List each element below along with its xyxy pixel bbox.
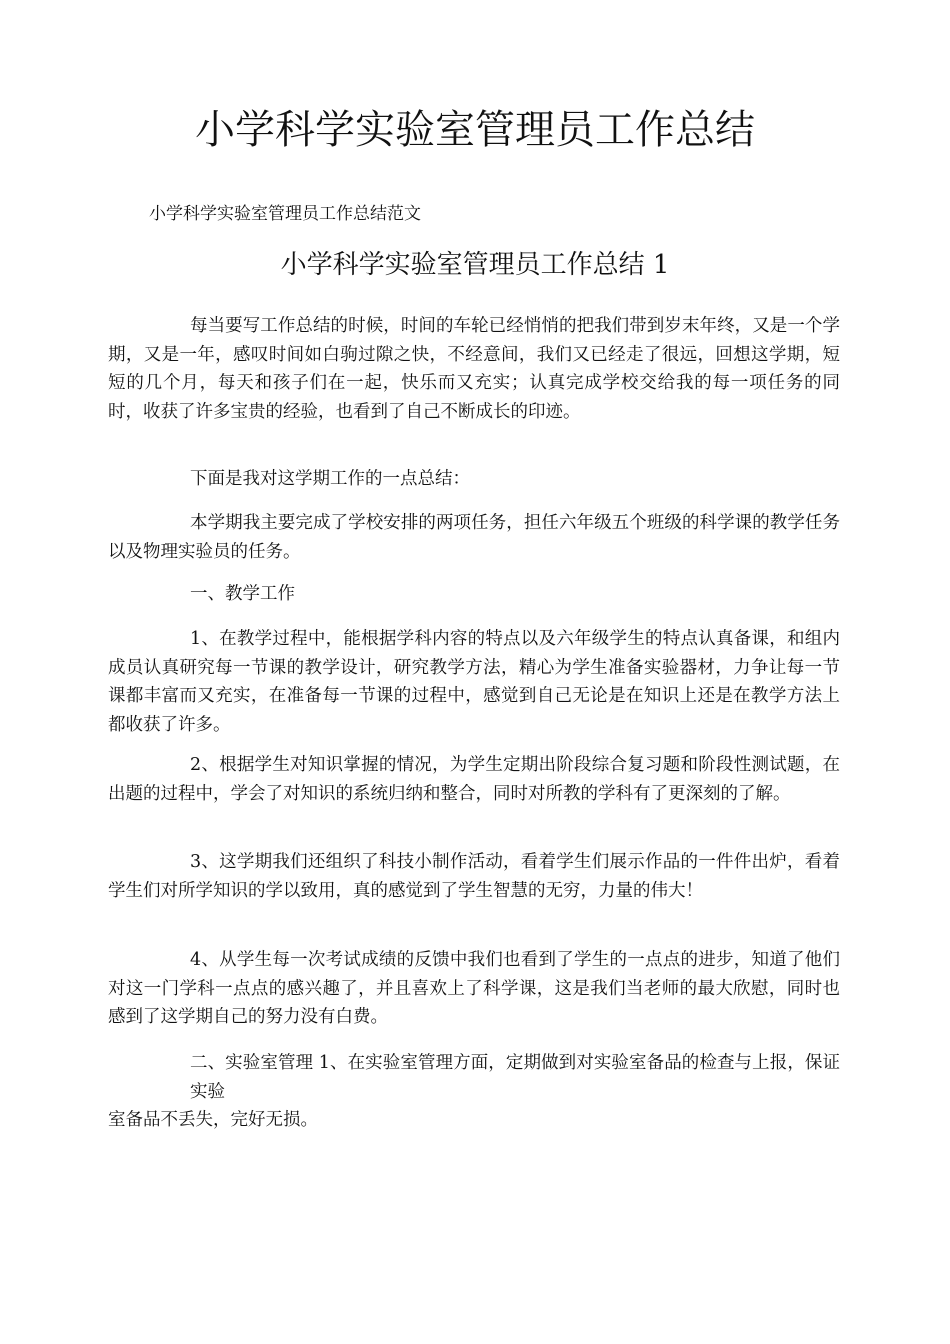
paragraph-item-2: 2、根据学生对知识掌握的情况，为学生定期出阶段综合复习题和阶段性测试题，在出题的过程中，学会了对知识的系统归纳和整合，同时对所教的学科有了更深刻的了解。 bbox=[108, 755, 840, 804]
paragraph-tasks: 本学期我主要完成了学校安排的两项任务，担任六年级五个班级的科学课的教学任务以及物理实验员的任务。 bbox=[108, 513, 840, 562]
paragraph-teaching-heading: 一、教学工作 bbox=[190, 584, 295, 604]
paragraph-item-1: 1、在教学过程中，能根据学科内容的特点以及六年级学生的特点认真备课，和组内成员认真研究每一节课的教学设计，研究教学方法，精心为学生准备实验器材，力争让每一节课都丰富而又充实，在准备每一节课的过程中，感觉到自己无论是在知识上还是在教学方法上都收获了许多。 bbox=[108, 629, 840, 735]
section-heading: 小学科学实验室管理员工作总结 1 bbox=[280, 250, 670, 280]
document-title: 小学科学实验室管理员工作总结 bbox=[195, 107, 755, 153]
paragraph-item-3: 3、这学期我们还组织了科技小制作活动，看着学生们展示作品的一件件出炉，看着学生们对所学知识的学以致用，真的感觉到了学生智慧的无穷，力量的伟大！ bbox=[108, 852, 840, 901]
paragraph-summary-lead: 下面是我对这学期工作的一点总结： bbox=[190, 469, 470, 489]
paragraph-item-4: 4、从学生每一次考试成绩的反馈中我们也看到了学生的一点点的进步，知道了他们对这一门学科一点点的感兴趣了，并且喜欢上了科学课，这是我们当老师的最大欣慰，同时也感到了这学期自己的努力没有白费。 bbox=[108, 950, 840, 1027]
lab-management-last-part: 室备品不丢失，完好无损。 bbox=[108, 1110, 318, 1130]
lab-management-first-part: 二、实验室管理 1、在实验室管理方面，定期做到对实验室备品的检查与上报，保证实验 bbox=[190, 1053, 840, 1102]
paragraph-lab-management bbox=[108, 1049, 840, 1135]
paragraph-intro: 每当要写工作总结的时候，时间的车轮已经悄悄的把我们带到岁末年终，又是一个学期，又是一年，感叹时间如白驹过隙之快，不经意间，我们又已经走了很远，回想这学期，短短的几个月，每天和孩子们在一起，快乐而又充实；认真完成学校交给我的每一项任务的同时，收获了许多宝贵的经验，也看到了自己不断成长的印迹。 bbox=[108, 316, 840, 422]
document-subtitle: 小学科学实验室管理员工作总结范文 bbox=[149, 204, 421, 224]
